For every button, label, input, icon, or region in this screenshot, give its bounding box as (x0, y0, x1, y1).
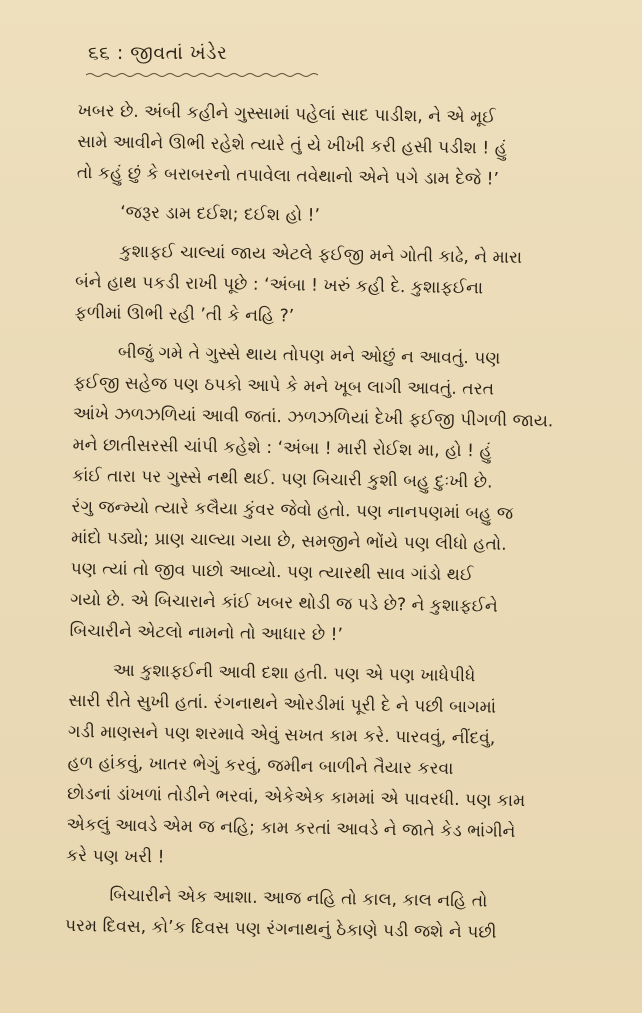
paragraph-4: બીજું ગમે તે ગુસ્સે થાય તોપણ મને ઓછું ન આવતું. પણ ફઈજી સહેજ પણ ઠપકો આપે કે મને ખૂબ લાગી આવતું. તરત આંખે ઝળઝળિયાં આવી જતાં. ઝળઝળિયાં દેખી ફઈજી પીગળી જાય. મને છાતીસરસી ચાંપી કહેશે : ‘અંબા ! મારી રોઈશ મા, હો ! હું કાંઈ તારા પર ગુસ્સે નથી થઈ. પણ બિચારી કુશી બહુ દુઃખી છે. રંગુ જન્મ્યો ત્યારે કલૈયા કુંવર જેવો હતો. પણ નાનપણમાં બહુ જ માંદો પડ્યો; પ્રાણ ચાલ્યા ગયા છે, સમજીને ભોંયે પણ લીધો હતો. પણ ત્યાં તો જીવ પાછો આવ્યો. પણ ત્યારથી સાવ ગાંડો થઈ ગયો છે. એ બિચારાને કાંઈ ખબર થોડી જ પડે છે? ને કુશાફઈને બિચારીને એટલો નામનો તો આધાર છે !’ (69, 342, 554, 646)
page-number: ૬૬ (88, 42, 111, 64)
paragraph-2: ‘જરૂર ડામ દઈશ; દઈશ હો !’ (120, 202, 321, 226)
chapter-title: જીવતાં ખંડેર (130, 42, 228, 64)
header-separator: : (116, 42, 124, 64)
paragraph-3: કુશાફઈ ચાલ્યાં જાય એટલે ફઈજી મને ગોતી કાઢે, ને મારા બંને હાથ પકડી રાખી પૂછે : ‘અંબા ! ખરું કહી દે. કુશાફઈના ફળીમાં ઊભી રહી ’તી કે નહિ ?’ (74, 241, 523, 327)
body-text (65, 96, 598, 950)
header-wavy-rule (86, 72, 318, 78)
paragraph-6: બિચારીને એક આશા. આજ નહિ તો કાલ, કાલ નહિ તો પરમ દિવસ, કો’ક દિવસ પણ રંગનાથનું ઠેકાણે પડી જશે ને પછી (64, 885, 497, 943)
paragraph-1: ખબર છે. અંબી કહીને ગુસ્સામાં પહેલાં સાદ પાડીશ, ને એ મૂઈ સામે આવીને ઊભી રહેશે ત્યારે તું યે ખીખી કરી હસી પડીશ ! હું તો કહું છું કે બરાબરનો તપાવેલા તવેથાનો એને પગે ડામ દેજે !’ (76, 100, 508, 190)
running-header (88, 42, 227, 64)
paragraph-5: આ કુશાફઈની આવી દશા હતી. પણ એ પણ ખાધેપીધે સારી રીતે સુખી હતાં. રંગનાથને ઓરડીમાં પૂરી દે ને પછી બાગમાં ગડી માણસને પણ શરમાવે એવું સખત કામ કરે. પારવવું, નીંદવું, હળ હાંકવું, ખાતર ભેગું કરવું, જમીન બાળીને તૈયાર કરવા છોડનાં ડાંખળાં તોડીને ભરવાં, એકેએક કામમાં એ પાવરધી. પણ કામ એકલું આવડે એમ જ નહિ; કામ કરતાં આવડે ને જાતે કેડ ભાંગીને કરે પણ ખરી ! (65, 660, 526, 868)
